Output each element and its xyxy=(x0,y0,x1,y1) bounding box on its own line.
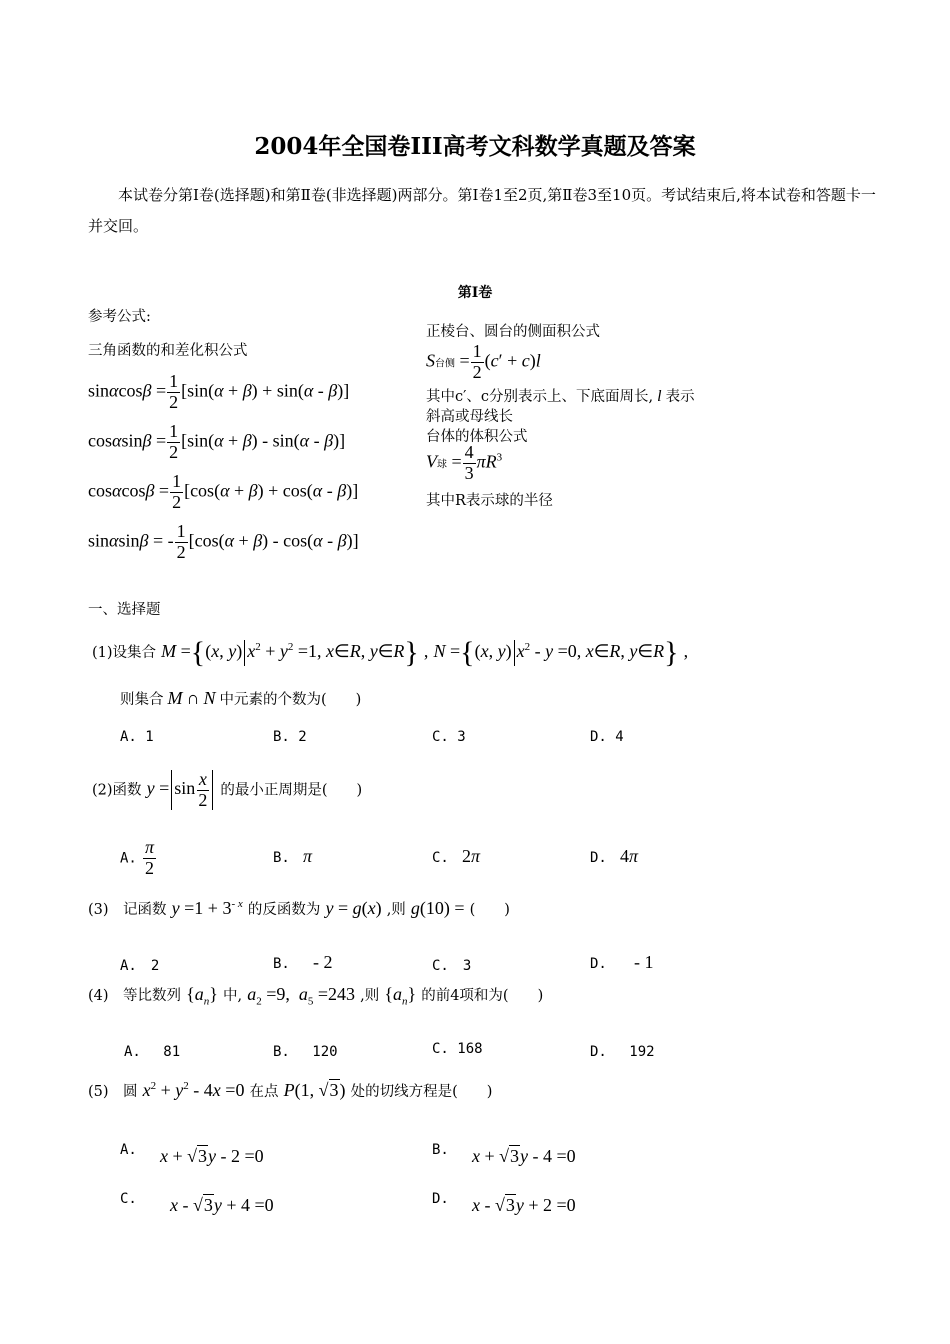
q2-option-a[interactable]: A. $\frac{\pi}{2}$ xyxy=(120,837,154,878)
q1-set-m: M ={(x, y) $x^2 + y^2 =1$, x∈R, y∈R} xyxy=(161,636,419,669)
q5-option-c[interactable]: C. x - √3y + 4 =0 xyxy=(120,1191,274,1215)
q3-option-d[interactable]: D. - 1 xyxy=(590,952,654,972)
q2-function: y = sin $\frac{x}{2}$ xyxy=(147,778,216,798)
q2-option-c[interactable]: C. 2π xyxy=(432,846,480,866)
section-title: 第Ⅰ卷 xyxy=(457,285,493,301)
sphere-sub: 球 xyxy=(437,459,447,471)
q1-option-b[interactable]: B. 2 xyxy=(273,729,307,745)
volume-heading: 台体的体积公式 xyxy=(426,429,528,445)
q4-option-b[interactable]: B. 120 xyxy=(273,1044,338,1060)
frustum-heading: 正棱台、圆台的侧面积公式 xyxy=(426,324,600,340)
page-title: 2004年全国卷III高考文科数学真题及答案 xyxy=(254,133,696,160)
question-4: (4) 等比数列 $\{a_n\}$ 中, $a_2 =9$, $a_5 =243$ ,则 $\{a_n\}$ 的前4项和为( ) xyxy=(88,984,544,1008)
q4-prefix: (4) 等比数列 xyxy=(88,988,182,1004)
q5-prefix: (5) 圆 xyxy=(88,1084,138,1100)
trig-formula-4: sinαsinβ = - $\frac{1}{2}$ [cos(α + β) - cos(α - β)] xyxy=(88,521,359,562)
q2-tail: 的最小正周期是( ) xyxy=(220,782,363,799)
frustum-note-2: 表示 xyxy=(665,389,695,405)
q2-prefix: (2)函数 xyxy=(92,782,142,799)
frustum-note xyxy=(426,385,695,406)
trig-formula-1: sinαcosβ = $\frac{1}{2}$ [sin(α + β) + sin(α - β)] xyxy=(88,371,350,412)
sphere-volume-formula: V球 = $\frac{4}{3}$ $\pi R^3$ xyxy=(426,442,503,483)
trig-heading: 三角函数的和差化积公式 xyxy=(88,343,248,359)
q1-option-d[interactable]: D. 4 xyxy=(590,729,624,745)
q3-option-c[interactable]: C. 3 xyxy=(432,958,472,974)
q5-option-b[interactable]: B. x + √3y - 4 =0 xyxy=(432,1142,576,1166)
q1-option-c[interactable]: C. 3 xyxy=(432,729,466,745)
question-1: (1)设集合 M ={(x, y) $x^2 + y^2 =1$, x∈R, y∈R} , N ={(x, y) $x^2 - y =0$, x∈R, y∈R} , xyxy=(92,636,689,669)
sphere-note: 其中R表示球的半径 xyxy=(426,493,553,509)
q3-option-b[interactable]: B. - 2 xyxy=(273,952,333,972)
q3-prefix: (3) 记函数 xyxy=(88,902,167,918)
q4-option-a[interactable]: A. 81 xyxy=(124,1044,181,1060)
trig-formula-3: cosαcosβ = $\frac{1}{2}$ [cos(α + β) + cos(α - β)] xyxy=(88,471,359,512)
q4-option-d[interactable]: D. 192 xyxy=(590,1044,655,1060)
frustum-note-3: 斜高或母线长 xyxy=(426,409,513,425)
question-5: (5) 圆 $x^2 + y^2 - 4x =0$ 在点 P(1, √3) 处的切线方程是( ) xyxy=(88,1080,493,1100)
trig-formula-2: cosαsinβ = $\frac{1}{2}$ [sin(α + β) - sin(α - β)] xyxy=(88,421,346,462)
q1-set-n: N ={(x, y) $x^2 - y =0$, x∈R, y∈R} xyxy=(433,636,679,669)
frustum-note-1: 其中c′、c分别表示上、下底面周长, xyxy=(426,389,654,405)
q2-option-b[interactable]: B. π xyxy=(273,846,312,866)
q4-option-c[interactable]: C. 168 xyxy=(432,1041,483,1057)
frustum-note-l: l xyxy=(657,388,662,405)
frustum-sub: 台侧 xyxy=(435,358,455,370)
q1-line2: 则集合 M ∩ N 中元素的个数为( ) xyxy=(120,688,362,708)
q5-option-a[interactable]: A. x + √3y - 2 =0 xyxy=(120,1142,264,1166)
q3-option-a[interactable]: A. 2 xyxy=(120,958,160,974)
part1-heading: 一、选择题 xyxy=(88,602,161,618)
q1-option-a[interactable]: A. 1 xyxy=(120,729,154,745)
q5-option-d[interactable]: D. x - √3y + 2 =0 xyxy=(432,1191,576,1215)
q2-option-d[interactable]: D. 4π xyxy=(590,846,638,866)
q1-prefix: (1)设集合 xyxy=(92,645,157,662)
question-3: (3) 记函数 $y =1 + 3^{- x}$ 的反函数为 y = g(x) ,则 g(10) = ( ) xyxy=(88,898,510,918)
ref-heading: 参考公式: xyxy=(88,309,151,325)
question-2 xyxy=(92,770,362,811)
intro-paragraph: 本试卷分第Ⅰ卷(选择题)和第Ⅱ卷(非选择题)两部分。第Ⅰ卷1至2页,第Ⅱ卷3至10页。考试结束后,将本试卷和答题卡一并交回。 xyxy=(88,186,876,235)
frustum-formula: S台侧 = $\frac{1}{2}$ (c′ + c)l xyxy=(426,341,541,382)
